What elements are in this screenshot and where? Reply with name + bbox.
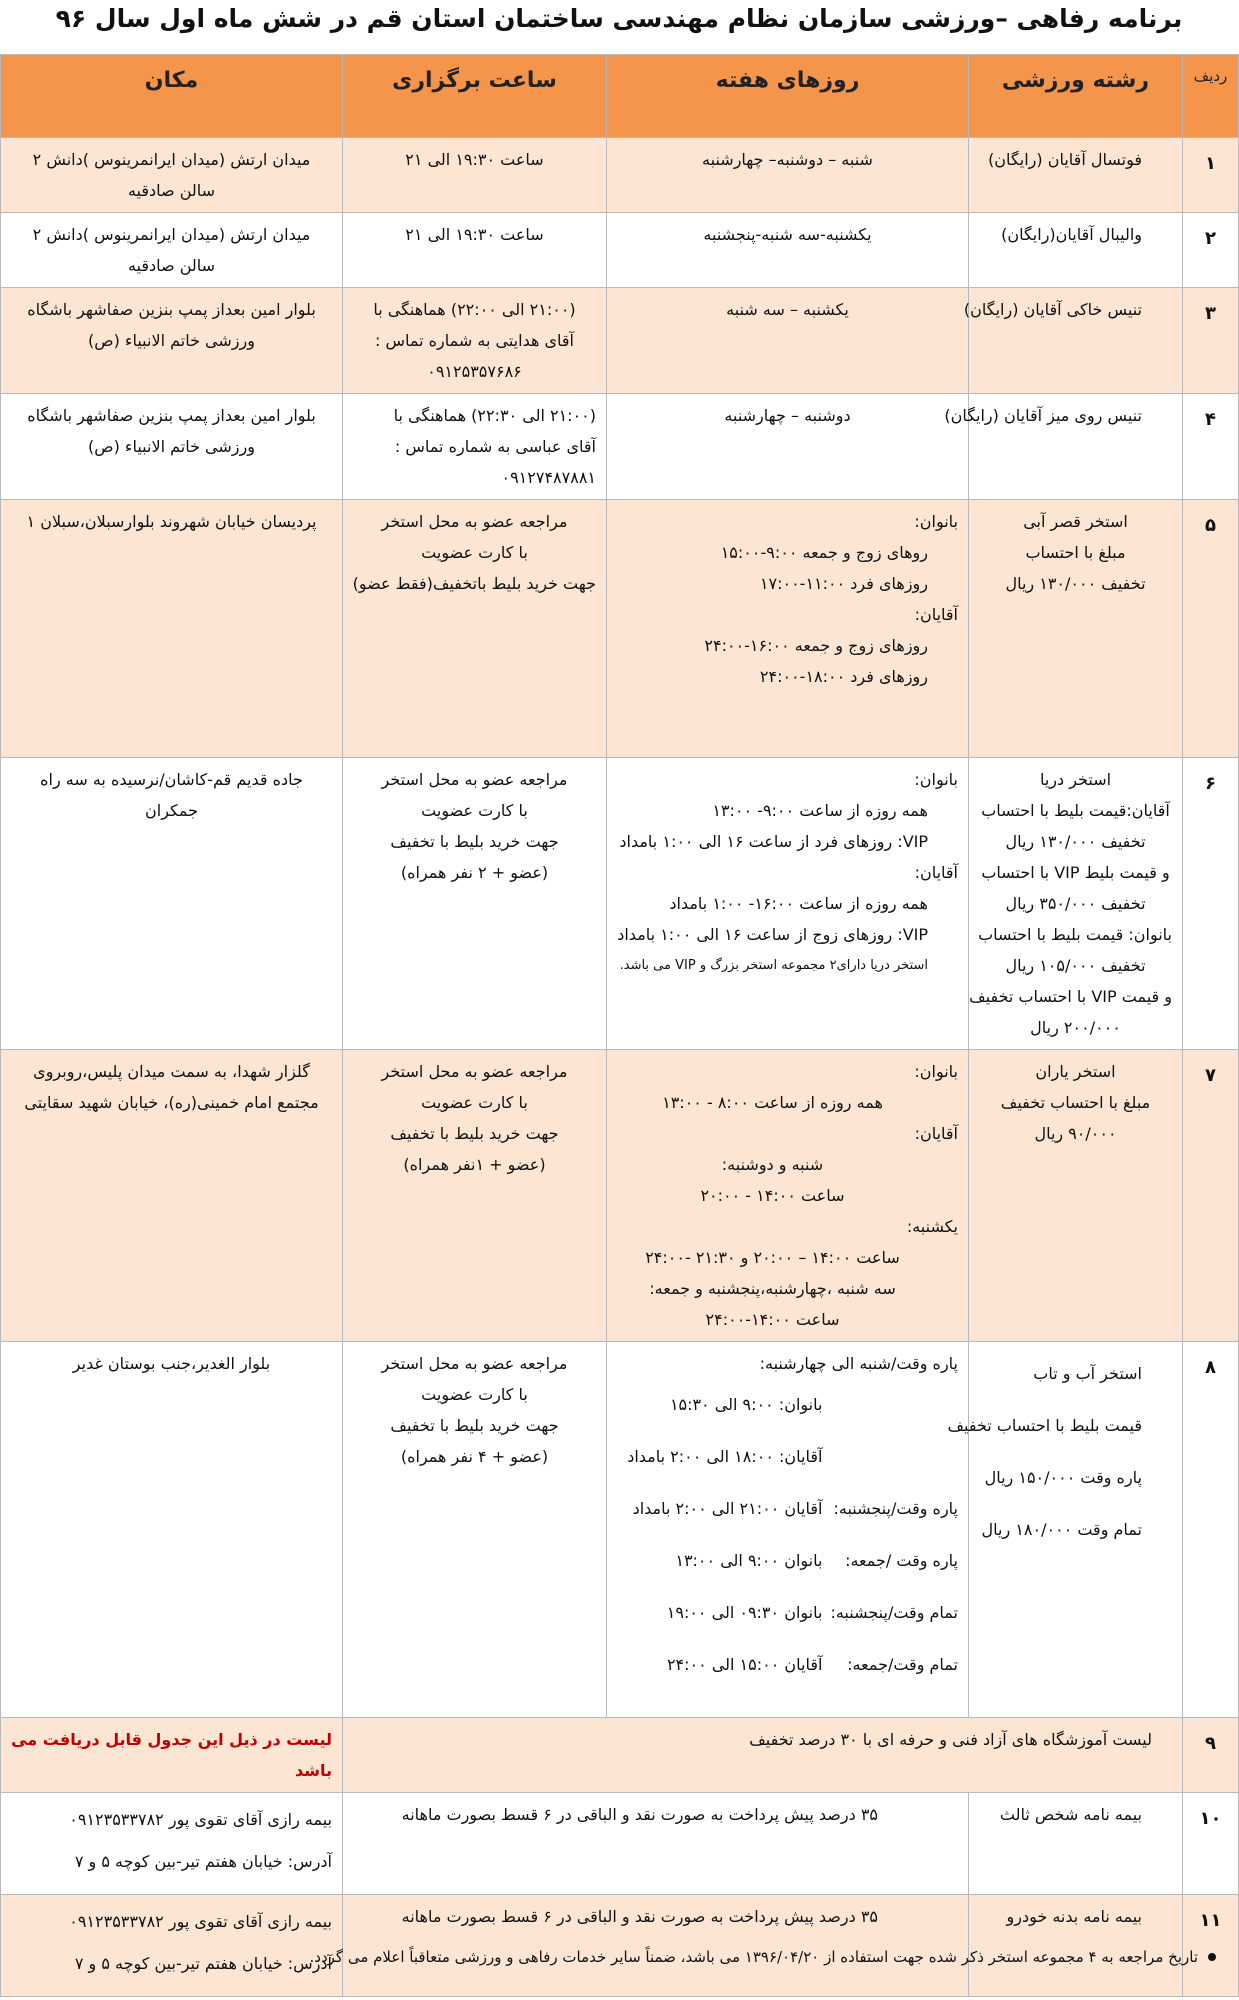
- row-number: ۹: [1183, 1718, 1239, 1793]
- days-cell-part: بانوان ۹:۰۰ الی ۱۳:۰۰: [675, 1551, 823, 1570]
- row-number: ۱۰: [1183, 1793, 1239, 1895]
- days-cell-part: تمام وقت/پنجشنبه:: [830, 1603, 958, 1622]
- days-line: بانوان:: [914, 512, 958, 531]
- cell-line: و قیمت VIP با احتساب تخفیف: [969, 987, 1172, 1006]
- sport-cell: [963, 288, 1183, 394]
- days-line: بانوان:: [914, 1062, 958, 1081]
- cell-line: با کارت عضویت: [421, 543, 528, 562]
- cell-line: آدرس: خیابان هفتم تیر-بین کوچه ۵ و ۷: [74, 1852, 332, 1871]
- cell-line: ساعت ۱۹:۳۰ الی ۲۱: [405, 225, 544, 244]
- place-cell: [1, 213, 343, 288]
- cell-line: پردیسان خیابان شهروند بلوارسبلان،سبلان ۱: [26, 512, 317, 531]
- row-number: ۲: [1183, 213, 1239, 288]
- days-cell-part: تمام وقت/جمعه:: [847, 1655, 958, 1674]
- place-cell: [1, 1895, 343, 1997]
- cell-line: تخفیف ۱۳۰/۰۰۰ ریال: [1005, 832, 1146, 851]
- cell-line: ورزشی خاتم الانبیاء (ص): [88, 437, 255, 456]
- place-cell: [1, 1050, 343, 1342]
- time-cell: [343, 1342, 607, 1718]
- cell-line: تخفیف ۱۳۰/۰۰۰ ریال: [1005, 574, 1146, 593]
- cell-line: آقایان:قیمت بلیط با احتساب: [981, 801, 1170, 820]
- place-cell: [1, 758, 343, 1050]
- cell-line: جهت خرید بلیط با تخفیف: [390, 832, 559, 851]
- time-cell: [343, 1050, 607, 1342]
- cell-line: بلوار الغدیر،جنب بوستان غدیر: [72, 1354, 271, 1373]
- time-cell: [343, 758, 607, 1050]
- sport-cell: [969, 213, 1183, 288]
- footnote-text: تاریخ مراجعه به ۴ مجموعه استخر ذکر شده جهت استفاده از ۱۳۹۶/۰۴/۲۰ می باشد، ضمناً سایر خدمات رفاهی و ورزشی متعاقباً اعلام می گردد.: [309, 1948, 1198, 1966]
- cell-line: با کارت عضویت: [421, 801, 528, 820]
- days-cell: [607, 500, 969, 758]
- cell-line: جهت خرید بلیط با تخفیف: [390, 1124, 559, 1143]
- cell-line: استخر یاران: [1035, 1062, 1116, 1081]
- row-number: ۸: [1183, 1342, 1239, 1718]
- days-cell-part: آقایان: ۱۸:۰۰ الی ۲:۰۰ بامداد: [627, 1447, 823, 1466]
- time-cell: [343, 213, 607, 288]
- cell-line: بانوان: قیمت بلیط با احتساب: [978, 925, 1172, 944]
- days-cell: [607, 213, 969, 288]
- days-line: روزهای زوج و جمعه ۱۶:۰۰-۲۴:۰۰: [704, 636, 928, 655]
- days-cell-part: بانوان: ۹:۰۰ الی ۱۵:۳۰: [669, 1395, 823, 1414]
- days-line: دوشنبه – چهارشنبه: [724, 406, 851, 425]
- days-cell-part: پاره وقت/پنجشنبه:: [833, 1499, 958, 1518]
- days-line: ساعت ۱۴:۰۰-۲۴:۰۰: [705, 1310, 840, 1329]
- table-header-row: [1, 55, 1239, 138]
- table-row: [1, 138, 1239, 213]
- cell-line: ۲۰۰/۰۰۰ ریال: [1030, 1018, 1121, 1037]
- sport-cell: [969, 758, 1183, 1050]
- cell-line: (۲۱:۰۰ الی ۲۲:۳۰) هماهنگی با: [393, 406, 596, 425]
- days-line: سه شنبه ،چهارشنبه،پنجشنبه و جمعه:: [649, 1279, 896, 1298]
- cell-line: آقای عباسی به شماره تماس :: [394, 437, 596, 456]
- days-line: یکشنبه – سه شنبه: [726, 300, 849, 319]
- cell-line: جاده قدیم قم-کاشان/نرسیده به سه راه: [40, 770, 303, 789]
- days-line: شنبه – دوشنبه– چهارشنبه: [702, 150, 873, 169]
- days-grid: [617, 1379, 958, 1691]
- cell-line: آدرس: خیابان هفتم تیر-بین کوچه ۵ و ۷: [74, 1954, 332, 1973]
- cell-line: آقای هدایتی به شماره تماس :: [375, 331, 574, 350]
- cell-line: جهت خرید بلیط باتخفیف(فقط عضو): [352, 574, 596, 593]
- detail-cell: ۳۵ درصد پیش پرداخت به صورت نقد و الباقی در ۶ قسط بصورت ماهانه: [343, 1793, 969, 1895]
- time-cell: [343, 288, 607, 394]
- row-text: لیست آموزشگاه های آزاد فنی و حرفه ای با ۳۰ درصد تخفیف: [343, 1718, 1183, 1793]
- place-cell: [1, 138, 343, 213]
- cell-line: جمکران: [145, 801, 198, 820]
- cell-line: قیمت بلیط با احتساب تخفیف: [947, 1416, 1142, 1435]
- cell-line: (عضو + ۱نفر همراه): [403, 1155, 546, 1174]
- table-row: [1, 758, 1239, 1050]
- place-cell: [1, 1342, 343, 1718]
- days-line: همه روزه از ساعت ۹:۰۰- ۱۳:۰۰: [712, 801, 928, 820]
- days-cell-part: بانوان ۰۹:۳۰ الی ۱۹:۰۰: [666, 1603, 823, 1622]
- program-table: [0, 54, 1239, 1997]
- cell-line: (عضو + ۲ نفر همراه): [400, 863, 549, 882]
- days-cell-part: آقایان ۲۱:۰۰ الی ۲:۰۰ بامداد: [632, 1499, 823, 1518]
- days-line: VIP: روزهای فرد از ساعت ۱۶ الی ۱:۰۰ بامداد: [619, 832, 928, 851]
- days-line: VIP: روزهای زوج از ساعت ۱۶ الی ۱:۰۰ بامداد: [617, 925, 928, 944]
- days-line: روزهای فرد ۱۸:۰۰-۲۴:۰۰: [759, 667, 928, 686]
- bullet-icon: [1208, 1953, 1216, 1961]
- table-row: [1, 500, 1239, 758]
- days-cell-part: پاره وقت /جمعه:: [845, 1551, 958, 1570]
- time-cell: [343, 138, 607, 213]
- footnote: [310, 1948, 1216, 1966]
- cell-line: تخفیف ۳۵۰/۰۰۰ ریال: [1005, 894, 1146, 913]
- place-cell: [1, 394, 343, 500]
- sport-cell: [969, 500, 1183, 758]
- table-row: [1, 1718, 1239, 1793]
- cell-line: تنیس خاکی آقایان (رایگان): [963, 300, 1142, 319]
- cell-line: ۹۰/۰۰۰ ریال: [1034, 1124, 1117, 1143]
- detail-cell: ۳۵ درصد پیش پرداخت به صورت نقد و الباقی در ۶ قسط بصورت ماهانه: [343, 1895, 969, 1997]
- days-line: آقایان:: [914, 605, 958, 624]
- days-line: استخر دریا دارای۲ مجموعه استخر بزرگ و VIP می باشد.: [619, 958, 928, 973]
- sport-cell: [944, 394, 1183, 500]
- header-place: مکان: [1, 55, 343, 138]
- cell-line: بیمه نامه بدنه خودرو: [1006, 1907, 1142, 1926]
- table-row: [1, 288, 1239, 394]
- days-line: روهای زوج و جمعه ۹:۰۰-۱۵:۰۰: [720, 543, 928, 562]
- cell-line: گلزار شهدا، به سمت میدان پلیس،روبروی: [33, 1062, 310, 1081]
- cell-line: ساعت ۱۹:۳۰ الی ۲۱: [405, 150, 544, 169]
- cell-line: با کارت عضویت: [421, 1385, 528, 1404]
- days-line: بانوان:: [914, 770, 958, 789]
- table-row: [1, 213, 1239, 288]
- days-cell: [607, 758, 969, 1050]
- time-cell: [343, 500, 607, 758]
- row-number: ۴: [1183, 394, 1239, 500]
- cell-line: مجتمع امام خمینی(ره)، خیابان شهید سقایتی: [24, 1093, 319, 1112]
- days-line: همه روزه از ساعت ۸:۰۰ - ۱۳:۰۰: [662, 1093, 883, 1112]
- days-cell: [607, 138, 969, 213]
- cell-line: فوتسال آقایان (رایگان): [988, 150, 1142, 169]
- cell-line: والیبال آقایان(رایگان): [1001, 225, 1142, 244]
- sport-cell: [947, 1342, 1183, 1718]
- cell-line: بیمه رازی آقای تقوی پور ۰۹۱۲۳۵۳۳۷۸۲: [69, 1810, 332, 1829]
- cell-line: مبلغ با احتساب: [1025, 543, 1126, 562]
- cell-line: مراجعه عضو به محل استخر: [381, 770, 568, 789]
- cell-line: مراجعه عضو به محل استخر: [381, 512, 568, 531]
- cell-line: سالن صادقیه: [127, 181, 216, 200]
- row-note: لیست در ذیل این جدول قابل دریافت می باشد: [1, 1718, 343, 1793]
- cell-line: ۰۹۱۲۷۴۸۷۸۸۱: [501, 468, 596, 487]
- table-row: [1, 394, 1239, 500]
- days-line: شنبه و دوشنبه:: [721, 1155, 824, 1174]
- row-number: ۵: [1183, 500, 1239, 758]
- days-cell: [607, 288, 969, 394]
- cell-line: تنیس روی میز آقایان (رایگان): [944, 406, 1142, 425]
- header-time: ساعت برگزاری: [343, 55, 607, 138]
- days-line: ساعت ۱۴:۰۰ - ۲۰:۰۰: [700, 1186, 845, 1205]
- days-cell-part: [830, 1379, 958, 1431]
- cell-line: میدان ارتش (میدان ایرانمرینوس )دانش ۲: [32, 225, 311, 244]
- days-line: همه روزه از ساعت ۱۶:۰۰- ۱:۰۰ بامداد: [669, 894, 928, 913]
- table-row: [1, 1895, 1239, 1997]
- header-row-number: ردیف: [1183, 55, 1239, 138]
- days-line: روزهای فرد ۱۱:۰۰-۱۷:۰۰: [759, 574, 928, 593]
- days-line: آقایان:: [914, 1124, 958, 1143]
- days-cell: [607, 394, 969, 500]
- place-cell: [1, 500, 343, 758]
- cell-line: پاره وقت ۱۵۰/۰۰۰ ریال: [984, 1468, 1142, 1487]
- sport-cell: [969, 1793, 1183, 1895]
- days-line: یکشنبه:: [906, 1217, 958, 1236]
- cell-line: سالن صادقیه: [127, 256, 216, 275]
- cell-line: استخر آب و تاب: [1033, 1364, 1142, 1383]
- days-line: آقایان:: [914, 863, 958, 882]
- days-cell-part: آقایان ۱۵:۰۰ الی ۲۴:۰۰: [666, 1655, 823, 1674]
- days-line: یکشنبه-سه شنبه-پنجشنبه: [703, 225, 872, 244]
- cell-line: مراجعه عضو به محل استخر: [381, 1354, 568, 1373]
- header-days: روزهای هفته: [607, 55, 969, 138]
- sport-cell: [969, 138, 1183, 213]
- cell-line: (عضو + ۴ نفر همراه): [400, 1447, 549, 1466]
- cell-line: (۲۱:۰۰ الی ۲۲:۰۰) هماهنگی با: [373, 300, 576, 319]
- cell-line: مبلغ با احتساب تخفیف: [1000, 1093, 1151, 1112]
- cell-line: مراجعه عضو به محل استخر: [381, 1062, 568, 1081]
- place-cell: [1, 288, 343, 394]
- row-number: ۱: [1183, 138, 1239, 213]
- document-title: برنامه رفاهی –ورزشی سازمان نظام مهندسی ساختمان استان قم در شش ماه اول سال ۹۶: [55, 4, 1183, 33]
- cell-line: بیمه نامه شخص ثالث: [999, 1805, 1142, 1824]
- days-head: پاره وقت/شنبه الی چهارشنبه:: [759, 1354, 958, 1373]
- cell-line: بیمه رازی آقای تقوی پور ۰۹۱۲۳۵۳۳۷۸۲: [69, 1912, 332, 1931]
- cell-line: و قیمت بلیط VIP با احتساب: [981, 863, 1170, 882]
- time-cell: [343, 394, 607, 500]
- header-sport: رشته ورزشی: [969, 55, 1183, 138]
- row-number: ۶: [1183, 758, 1239, 1050]
- cell-line: ورزشی خاتم الانبیاء (ص): [88, 331, 255, 350]
- cell-line: تمام وقت ۱۸۰/۰۰۰ ریال: [981, 1520, 1142, 1539]
- days-line: ساعت ۱۴:۰۰ – ۲۰:۰۰ و ۲۱:۳۰ -۲۴:۰۰: [645, 1248, 900, 1267]
- sport-cell: [969, 1895, 1183, 1997]
- table-row: [1, 1342, 1239, 1718]
- row-number: ۳: [1183, 288, 1239, 394]
- cell-line: میدان ارتش (میدان ایرانمرینوس )دانش ۲: [32, 150, 311, 169]
- table-row: [1, 1050, 1239, 1342]
- cell-line: استخر دریا: [1039, 770, 1112, 789]
- row-number: ۷: [1183, 1050, 1239, 1342]
- cell-line: بلوار امین بعداز پمپ بنزین صفاشهر باشگاه: [27, 300, 316, 319]
- cell-line: بلوار امین بعداز پمپ بنزین صفاشهر باشگاه: [27, 406, 316, 425]
- cell-line: استخر قصر آبی: [1023, 512, 1128, 531]
- days-cell: [607, 1050, 969, 1342]
- cell-line: جهت خرید بلیط با تخفیف: [390, 1416, 559, 1435]
- place-cell: [1, 1793, 343, 1895]
- cell-line: تخفیف ۱۰۵/۰۰۰ ریال: [1005, 956, 1146, 975]
- table-row: [1, 1793, 1239, 1895]
- cell-line: با کارت عضویت: [421, 1093, 528, 1112]
- days-cell-part: [830, 1431, 958, 1483]
- days-cell: [607, 1342, 969, 1718]
- row-number: ۱۱: [1183, 1895, 1239, 1997]
- cell-line: ۰۹۱۲۵۳۵۷۶۸۶: [427, 362, 522, 381]
- sport-cell: [969, 1050, 1183, 1342]
